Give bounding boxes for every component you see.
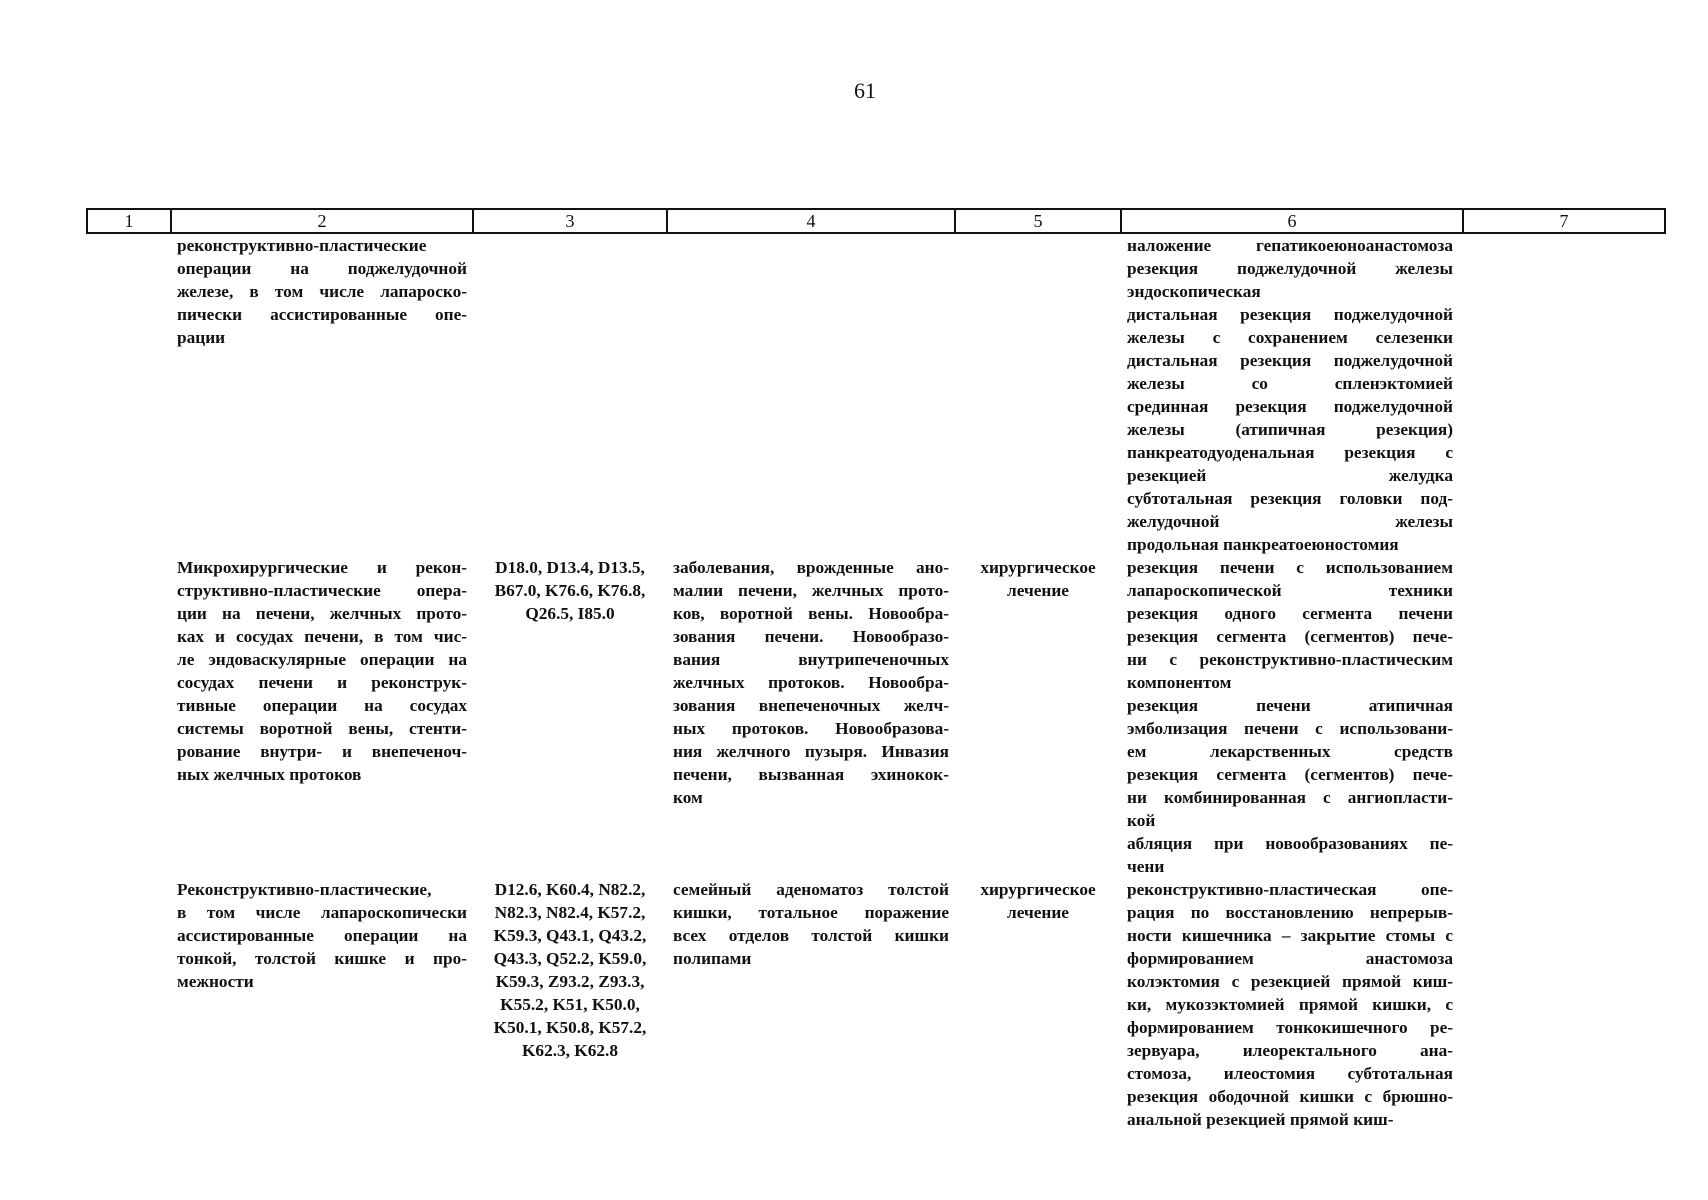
text-line: полипами (673, 949, 752, 968)
page-number: 61 (854, 78, 876, 103)
text-line: структивно-пластические опера- (177, 581, 467, 600)
text-line: пически ассистированные опе- (177, 305, 467, 324)
text-line: железы (атипичная резекция) (1127, 420, 1453, 439)
text-line: резекция печени с использованием (1127, 558, 1453, 577)
text-line: лечение (1007, 581, 1069, 600)
text-line: продольная панкреатоеюностомия (1127, 535, 1399, 554)
text-line: анальной резекцией прямой киш- (1127, 1110, 1394, 1129)
text-line: ки, мукозэктомией прямой кишки, с (1127, 995, 1453, 1014)
text-line: зования печени. Новообразо- (673, 627, 949, 646)
text-line: формированием тонкокишечного ре- (1127, 1018, 1453, 1037)
text-line: железы с сохранением селезенки (1127, 328, 1453, 347)
cell-col1 (87, 556, 171, 878)
text-line: K59.3, Z93.2, Z93.3, (495, 972, 645, 991)
text-line: печени, вызванная эхинокок- (673, 765, 949, 784)
text-line: ассистированные операции на (177, 926, 467, 945)
table-row (87, 233, 1665, 556)
cell-treatment (955, 556, 1121, 878)
column-header-3: 3 (473, 209, 667, 233)
text-line: ем лекарственных средств (1127, 742, 1453, 761)
text-line: ков, воротной вены. Новообра- (673, 604, 949, 623)
text-line: K55.2, K51, K50.0, (500, 995, 640, 1014)
services-table (86, 208, 1666, 1131)
text-line: дистальная резекция поджелудочной (1127, 305, 1453, 324)
cell-model (667, 556, 955, 878)
text-line: эндоскопическая (1127, 282, 1261, 301)
text-line: ных протоков. Новообразова- (673, 719, 949, 738)
cell-col7 (1463, 878, 1665, 1131)
text-line: эмболизация печени с использовани- (1127, 719, 1453, 738)
text-line: D18.0, D13.4, D13.5, (495, 558, 645, 577)
text-line: лечение (1007, 903, 1069, 922)
text-line: рация по восстановлению непрерыв- (1127, 903, 1453, 922)
table-row (87, 556, 1665, 878)
cell-method (1121, 233, 1463, 556)
text-line: колэктомия с резекцией прямой киш- (1127, 972, 1453, 991)
text-line: K59.3, Q43.1, Q43.2, (493, 926, 647, 945)
text-line: формированием анастомоза (1127, 949, 1453, 968)
text-line: K62.3, K62.8 (521, 1041, 618, 1060)
text-line: всех отделов толстой кишки (673, 926, 949, 945)
column-header-2: 2 (171, 209, 473, 233)
column-header-5: 5 (955, 209, 1121, 233)
text-line: срединная резекция поджелудочной (1127, 397, 1453, 416)
text-line: ках и сосудах печени, в том чис- (177, 627, 467, 646)
text-line: реконструктивно-пластические (177, 236, 427, 255)
cell-name (171, 233, 473, 556)
column-header-1: 1 (87, 209, 171, 233)
cell-method (1121, 556, 1463, 878)
column-header-6: 6 (1121, 209, 1463, 233)
text-line: рации (177, 328, 226, 347)
text-line: семейный аденоматоз толстой (673, 880, 949, 899)
text-line: Q26.5, I85.0 (525, 604, 615, 623)
cell-treatment (955, 878, 1121, 1131)
table-body (87, 233, 1665, 1131)
cell-name (171, 556, 473, 878)
text-line: резекция ободочной кишки с брюшно- (1127, 1087, 1453, 1106)
text-line: реконструктивно-пластическая опе- (1127, 880, 1453, 899)
cell-codes (473, 556, 667, 878)
text-line: тонкой, толстой кишке и про- (177, 949, 467, 968)
text-line: D12.6, K60.4, N82.2, (494, 880, 646, 899)
text-line: N82.3, N82.4, K57.2, (494, 903, 646, 922)
text-line: наложение гепатикоеюноанастомоза (1127, 236, 1453, 255)
text-line: ле эндоваскулярные операции на (177, 650, 467, 669)
text-line: заболевания, врожденные ано- (673, 558, 949, 577)
text-line: хирургическое (980, 558, 1096, 577)
column-header-7: 7 (1463, 209, 1665, 233)
text-line: ния желчного пузыря. Инвазия (673, 742, 949, 761)
column-header-4: 4 (667, 209, 955, 233)
cell-method (1121, 878, 1463, 1131)
text-line: ни комбинированная с ангиопласти- (1127, 788, 1453, 807)
text-line: резекция сегмента (сегментов) пече- (1127, 765, 1453, 784)
cell-name (171, 878, 473, 1131)
text-line: резекцией желудка (1127, 466, 1453, 485)
cell-col1 (87, 878, 171, 1131)
text-line: зования внепеченочных желч- (673, 696, 949, 715)
text-line: желчных протоков. Новообра- (673, 673, 949, 692)
text-line: стомоза, илеостомия субтотальная (1127, 1064, 1453, 1083)
text-line: хирургическое (980, 880, 1096, 899)
cell-model (667, 878, 955, 1131)
text-line: ности кишечника – закрытие стомы с (1127, 926, 1453, 945)
text-line: дистальная резекция поджелудочной (1127, 351, 1453, 370)
text-line: Реконструктивно-пластические, (177, 880, 432, 899)
text-line: межности (177, 972, 254, 991)
text-line: субтотальная резекция головки под- (1127, 489, 1453, 508)
text-line: вания внутрипеченочных (673, 650, 949, 669)
text-line: системы воротной вены, стенти- (177, 719, 467, 738)
text-line: резекция сегмента (сегментов) пече- (1127, 627, 1453, 646)
text-line: ции на печени, желчных прото- (177, 604, 467, 623)
cell-col7 (1463, 556, 1665, 878)
text-line: сосудах печени и реконструк- (177, 673, 467, 692)
text-line: малии печени, желчных прото- (673, 581, 949, 600)
text-line: панкреатодуоденальная резекция с (1127, 443, 1453, 462)
cell-treatment (955, 233, 1121, 556)
cell-col7 (1463, 233, 1665, 556)
table-row (87, 878, 1665, 1131)
text-line: железе, в том числе лапароско- (177, 282, 467, 301)
text-line: ком (673, 788, 703, 807)
text-line: рование внутри- и внепеченоч- (177, 742, 467, 761)
cell-codes (473, 878, 667, 1131)
cell-codes (473, 233, 667, 556)
text-line: ных желчных протоков (177, 765, 362, 784)
text-line: резекция печени атипичная (1127, 696, 1453, 715)
text-line: желудочной железы (1127, 512, 1453, 531)
text-line: железы со спленэктомией (1127, 374, 1453, 393)
text-line: лапароскопической техники (1127, 581, 1453, 600)
text-line: абляция при новообразованиях пе- (1127, 834, 1453, 853)
text-line: B67.0, K76.6, K76.8, (494, 581, 646, 600)
text-line: K50.1, K50.8, K57.2, (493, 1018, 647, 1037)
text-line: кой (1127, 811, 1156, 830)
cell-model (667, 233, 955, 556)
text-line: резекция одного сегмента печени (1127, 604, 1453, 623)
text-line: в том числе лапароскопически (177, 903, 467, 922)
text-line: компонентом (1127, 673, 1232, 692)
text-line: резекция поджелудочной железы (1127, 259, 1453, 278)
cell-col1 (87, 233, 171, 556)
text-line: зервуара, илеоректального ана- (1127, 1041, 1453, 1060)
table-header-row (87, 209, 1665, 233)
text-line: операции на поджелудочной (177, 259, 467, 278)
text-line: тивные операции на сосудах (177, 696, 467, 715)
text-line: кишки, тотальное поражение (673, 903, 949, 922)
text-line: Микрохирургические и рекон- (177, 558, 467, 577)
text-line: чени (1127, 857, 1165, 876)
text-line: ни с реконструктивно-пластическим (1127, 650, 1453, 669)
text-line: Q43.3, Q52.2, K59.0, (493, 949, 647, 968)
